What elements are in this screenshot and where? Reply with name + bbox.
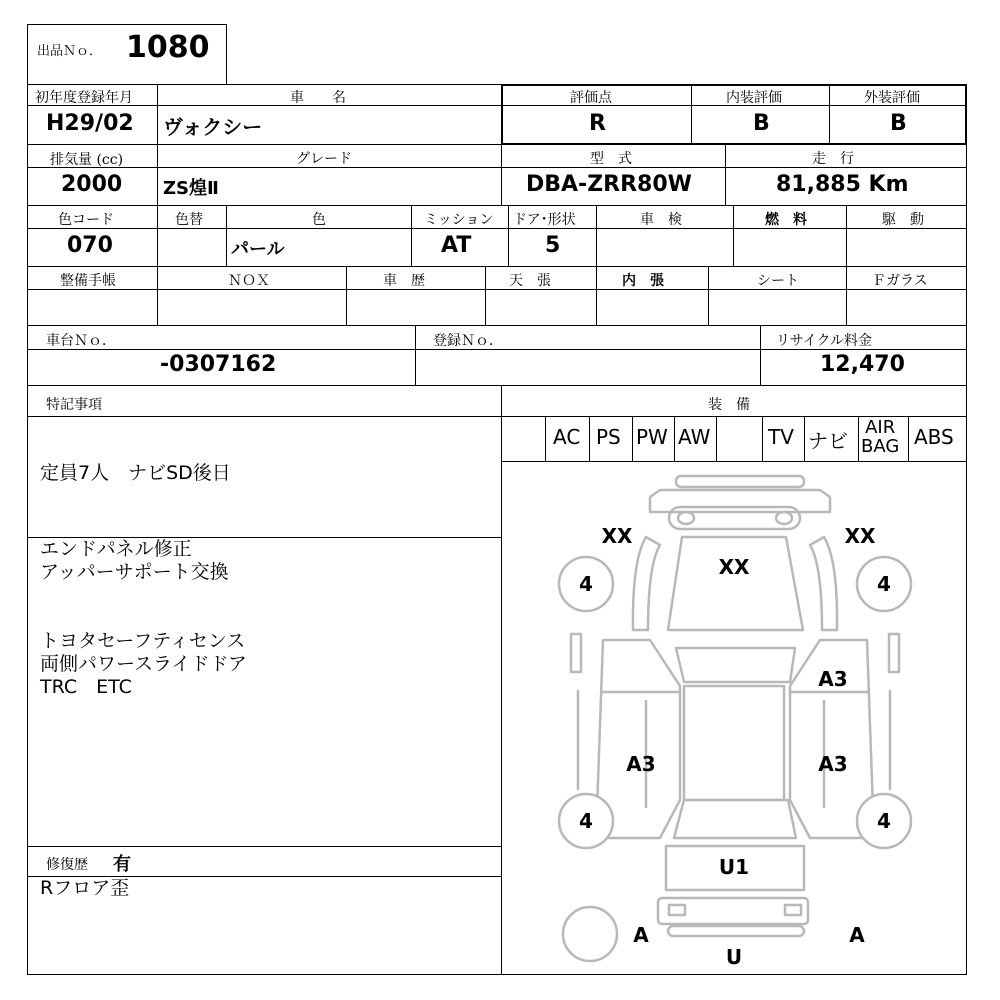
model-code-label: 型 式 (590, 151, 632, 167)
color-label: 色 (312, 212, 326, 228)
registration-no-label: 登録Ｎｏ． (433, 333, 503, 349)
interior-trim-label: 内 張 (622, 273, 664, 289)
mark-rear-right: A (849, 923, 865, 947)
grade-label: グレード (296, 151, 352, 167)
chassis-no-label: 車台Ｎｏ． (46, 333, 116, 349)
color-value: パール (231, 239, 285, 260)
mark-tailgate: U1 (718, 855, 750, 879)
model-code-value: DBA-ZRR80W (526, 172, 692, 197)
equip-item-tv: TV (768, 425, 794, 449)
notes-label: 特記事項 (46, 397, 102, 413)
inspection-label: 車 検 (640, 212, 682, 228)
car-damage-diagram (502, 462, 966, 974)
notes-line1: 定員7人 ナビSD後日 (40, 462, 231, 484)
equip-item-airbag: AIR BAG (861, 417, 900, 457)
interior-rating-value: B (753, 111, 770, 136)
recycle-fee-value: 12,470 (820, 352, 905, 377)
interior-rating-label: 内装評価 (726, 90, 782, 106)
door-shape-value: 5 (545, 233, 561, 258)
equip-item-ps: PS (596, 425, 621, 449)
mileage-label: 走 行 (812, 151, 854, 167)
reg-date-label: 初年度登録年月 (35, 90, 133, 106)
equip-item-ac: AC (553, 425, 581, 449)
mark-right-rear-door: A3 (818, 752, 848, 776)
nox-label: ＮＯＸ (228, 273, 270, 289)
reg-date-value: H29/02 (46, 111, 134, 136)
grade-value: ZS煌Ⅱ (163, 178, 219, 199)
transmission-value: AT (441, 233, 472, 258)
front-glass-label: Ｆガラス (872, 273, 928, 289)
repair-note: Rフロア歪 (40, 877, 130, 899)
mark-tire-fl: 4 (579, 572, 593, 596)
maintenance-book-label: 整備手帳 (60, 273, 116, 289)
car-history-label: 車 歴 (383, 273, 425, 289)
roof-lining-label: 天 張 (509, 273, 551, 289)
color-code-label: 色コード (58, 212, 114, 228)
repaint-label: 色替 (175, 212, 203, 228)
mark-left-rear-door: A3 (626, 752, 656, 776)
mileage-value: 81,885 Km (776, 172, 909, 197)
car-name-label: 車 名 (290, 90, 346, 106)
notes-block2: エンドパネル修正 アッパーサポート交換 トヨタセーフティセンス 両側パワースライドドア TRC ETC (40, 538, 247, 698)
chassis-no-value: -0307162 (160, 352, 277, 377)
mark-hood: XX (718, 555, 750, 579)
mark-front-right: XX (844, 524, 876, 548)
score-value: R (589, 111, 606, 136)
mark-right-fender: A3 (818, 667, 848, 691)
displacement-label: 排気量 (cc) (50, 152, 124, 168)
exterior-rating-value: B (890, 111, 907, 136)
repair-history-label: 修復歴 (46, 857, 88, 873)
equip-item-aw: AW (678, 425, 711, 449)
mark-rear-bumper: U (725, 945, 743, 969)
recycle-fee-label: リサイクル料金 (776, 333, 873, 349)
equip-item-pw: PW (636, 425, 668, 449)
lot-number-label: 出品Ｎｏ． (37, 44, 103, 59)
exterior-rating-label: 外装評価 (864, 90, 920, 106)
equip-item-navi: ナビ (808, 429, 848, 453)
score-label: 評価点 (570, 90, 612, 106)
lot-number-value: 1080 (126, 30, 210, 65)
mark-tire-rr: 4 (877, 809, 891, 833)
mark-front-left: XX (601, 524, 633, 548)
car-name-value: ヴォクシー (163, 115, 263, 139)
mark-tire-fr: 4 (877, 572, 891, 596)
seat-label: シート (757, 273, 799, 289)
drive-label: 駆 動 (882, 212, 924, 228)
equipment-label: 装 備 (708, 397, 750, 413)
equip-item-abs: ABS (914, 425, 954, 449)
door-shape-label: ドア･形状 (513, 212, 576, 228)
repair-history-value: 有 (113, 854, 131, 875)
mark-tire-rl: 4 (579, 809, 593, 833)
color-code-value: 070 (67, 233, 113, 258)
displacement-value: 2000 (61, 172, 123, 197)
transmission-label: ミッション (424, 212, 494, 228)
mark-rear-left: A (633, 923, 649, 947)
fuel-label: 燃 料 (765, 212, 807, 228)
